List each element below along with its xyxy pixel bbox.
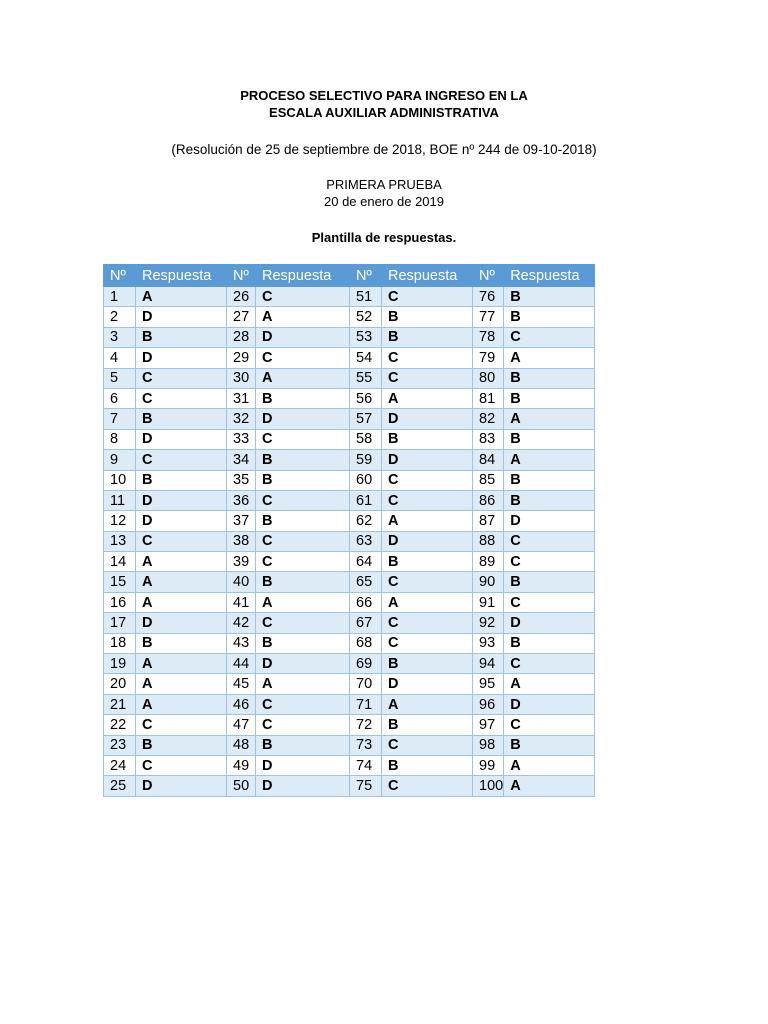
question-number-cell: 97 (473, 715, 504, 735)
question-number-cell: 13 (104, 531, 136, 551)
answer-cell: A (136, 674, 227, 694)
answer-cell: C (256, 552, 350, 572)
question-number-cell: 76 (473, 287, 504, 307)
answer-cell: D (136, 348, 227, 368)
answer-cell: C (256, 531, 350, 551)
column-header: Nº (473, 265, 504, 287)
question-number-cell: 55 (350, 368, 382, 388)
column-header: Nº (104, 265, 136, 287)
question-number-cell: 99 (473, 755, 504, 775)
question-number-cell: 28 (227, 327, 256, 347)
answer-cell: C (256, 490, 350, 510)
question-number-cell: 52 (350, 307, 382, 327)
table-row (104, 287, 595, 307)
answer-table (103, 264, 595, 797)
answer-cell: C (136, 368, 227, 388)
question-number-cell: 59 (350, 450, 382, 470)
table-row (104, 327, 595, 347)
answer-cell: B (504, 735, 595, 755)
question-number-cell: 88 (473, 531, 504, 551)
question-number-cell: 58 (350, 429, 382, 449)
question-number-cell: 73 (350, 735, 382, 755)
question-number-cell: 81 (473, 388, 504, 408)
question-number-cell: 24 (104, 755, 136, 775)
question-number-cell: 17 (104, 613, 136, 633)
table-row (104, 429, 595, 449)
document-title (0, 87, 768, 121)
answer-cell: B (504, 572, 595, 592)
table-row (104, 450, 595, 470)
answer-cell: C (504, 552, 595, 572)
answer-key-heading (0, 229, 768, 246)
question-number-cell: 48 (227, 735, 256, 755)
table-row (104, 694, 595, 714)
answer-cell: C (382, 572, 473, 592)
answer-cell: B (504, 633, 595, 653)
answer-cell: A (382, 511, 473, 531)
question-number-cell: 80 (473, 368, 504, 388)
question-number-cell: 7 (104, 409, 136, 429)
answer-cell: D (136, 613, 227, 633)
question-number-cell: 85 (473, 470, 504, 490)
answer-cell: B (136, 735, 227, 755)
question-number-cell: 74 (350, 755, 382, 775)
table-row (104, 592, 595, 612)
column-header: Respuesta (504, 265, 595, 287)
answer-cell: A (256, 674, 350, 694)
question-number-cell: 8 (104, 429, 136, 449)
question-number-cell: 32 (227, 409, 256, 429)
answer-cell: D (256, 327, 350, 347)
question-number-cell: 45 (227, 674, 256, 694)
answer-cell: B (136, 633, 227, 653)
answer-cell: D (504, 613, 595, 633)
table-row (104, 654, 595, 674)
question-number-cell: 30 (227, 368, 256, 388)
answer-cell: B (382, 755, 473, 775)
question-number-cell: 20 (104, 674, 136, 694)
question-number-cell: 37 (227, 511, 256, 531)
question-number-cell: 90 (473, 572, 504, 592)
question-number-cell: 71 (350, 694, 382, 714)
answer-cell: C (136, 755, 227, 775)
answer-cell: C (382, 470, 473, 490)
question-number-cell: 64 (350, 552, 382, 572)
answer-cell: A (382, 694, 473, 714)
answer-cell: C (256, 715, 350, 735)
answer-cell: D (504, 694, 595, 714)
question-number-cell: 60 (350, 470, 382, 490)
question-number-cell: 9 (104, 450, 136, 470)
question-number-cell: 92 (473, 613, 504, 633)
question-number-cell: 84 (473, 450, 504, 470)
answer-cell: A (256, 592, 350, 612)
question-number-cell: 94 (473, 654, 504, 674)
answer-cell: A (504, 776, 595, 796)
column-header: Respuesta (382, 265, 473, 287)
question-number-cell: 78 (473, 327, 504, 347)
answer-cell: C (256, 429, 350, 449)
answer-cell: C (382, 735, 473, 755)
answer-cell: D (256, 409, 350, 429)
question-number-cell: 5 (104, 368, 136, 388)
table-row (104, 470, 595, 490)
question-number-cell: 2 (104, 307, 136, 327)
answer-cell: D (136, 776, 227, 796)
answer-cell: B (504, 287, 595, 307)
answer-cell: A (136, 694, 227, 714)
answer-cell: B (382, 552, 473, 572)
answer-cell: A (136, 654, 227, 674)
question-number-cell: 47 (227, 715, 256, 735)
answer-cell: C (136, 715, 227, 735)
answer-table-body (104, 287, 595, 797)
question-number-cell: 87 (473, 511, 504, 531)
answer-cell: C (256, 287, 350, 307)
answer-cell: D (382, 409, 473, 429)
answer-cell: A (504, 450, 595, 470)
answer-key-label: Plantilla de respuestas. (311, 230, 457, 245)
answer-cell: C (136, 531, 227, 551)
answer-cell: D (136, 490, 227, 510)
question-number-cell: 14 (104, 552, 136, 572)
answer-cell: C (504, 654, 595, 674)
exam-date: 20 de enero de 2019 (324, 194, 444, 209)
question-number-cell: 69 (350, 654, 382, 674)
answer-cell: B (256, 470, 350, 490)
question-number-cell: 67 (350, 613, 382, 633)
answer-cell: B (136, 327, 227, 347)
answer-cell: A (136, 592, 227, 612)
answer-cell: B (504, 368, 595, 388)
answer-cell: C (256, 613, 350, 633)
table-row (104, 633, 595, 653)
table-row (104, 409, 595, 429)
question-number-cell: 62 (350, 511, 382, 531)
answer-cell: A (256, 368, 350, 388)
question-number-cell: 42 (227, 613, 256, 633)
table-header-row (104, 265, 595, 287)
table-row (104, 674, 595, 694)
answer-cell: C (382, 776, 473, 796)
question-number-cell: 49 (227, 755, 256, 775)
question-number-cell: 18 (104, 633, 136, 653)
answer-cell: A (136, 552, 227, 572)
answer-cell: A (504, 409, 595, 429)
table-row (104, 348, 595, 368)
answer-cell: C (504, 592, 595, 612)
table-row (104, 776, 595, 796)
question-number-cell: 15 (104, 572, 136, 592)
answer-cell: B (136, 470, 227, 490)
question-number-cell: 41 (227, 592, 256, 612)
answer-cell: D (136, 307, 227, 327)
table-row (104, 715, 595, 735)
answer-cell: C (382, 613, 473, 633)
answer-cell: B (382, 654, 473, 674)
answer-cell: B (256, 572, 350, 592)
question-number-cell: 33 (227, 429, 256, 449)
question-number-cell: 19 (104, 654, 136, 674)
answer-cell: D (382, 674, 473, 694)
answer-cell: B (382, 715, 473, 735)
question-number-cell: 29 (227, 348, 256, 368)
question-number-cell: 31 (227, 388, 256, 408)
answer-cell: A (136, 572, 227, 592)
table-row (104, 307, 595, 327)
question-number-cell: 86 (473, 490, 504, 510)
table-row (104, 552, 595, 572)
answer-cell: B (256, 511, 350, 531)
answer-cell: A (136, 287, 227, 307)
resolution-text: (Resolución de 25 de septiembre de 2018, BOE nº 244 de 09-10-2018) (171, 142, 597, 157)
question-number-cell: 23 (104, 735, 136, 755)
answer-cell: A (504, 348, 595, 368)
question-number-cell: 93 (473, 633, 504, 653)
question-number-cell: 1 (104, 287, 136, 307)
answer-cell: A (504, 674, 595, 694)
answer-cell: D (136, 511, 227, 531)
question-number-cell: 10 (104, 470, 136, 490)
resolution-reference (0, 141, 768, 158)
question-number-cell: 61 (350, 490, 382, 510)
answer-cell: B (504, 490, 595, 510)
answer-cell: C (382, 287, 473, 307)
question-number-cell: 22 (104, 715, 136, 735)
question-number-cell: 16 (104, 592, 136, 612)
table-row (104, 735, 595, 755)
question-number-cell: 12 (104, 511, 136, 531)
question-number-cell: 89 (473, 552, 504, 572)
question-number-cell: 26 (227, 287, 256, 307)
question-number-cell: 72 (350, 715, 382, 735)
question-number-cell: 39 (227, 552, 256, 572)
answer-cell: C (136, 450, 227, 470)
answer-cell: A (504, 755, 595, 775)
answer-cell: C (382, 490, 473, 510)
question-number-cell: 95 (473, 674, 504, 694)
answer-cell: A (382, 388, 473, 408)
table-row (104, 531, 595, 551)
question-number-cell: 63 (350, 531, 382, 551)
answer-cell: B (382, 327, 473, 347)
table-row (104, 490, 595, 510)
column-header: Nº (227, 265, 256, 287)
title-line-2: ESCALA AUXILIAR ADMINISTRATIVA (269, 105, 499, 120)
exam-name: PRIMERA PRUEBA (326, 177, 442, 192)
table-row (104, 613, 595, 633)
question-number-cell: 43 (227, 633, 256, 653)
question-number-cell: 34 (227, 450, 256, 470)
question-number-cell: 6 (104, 388, 136, 408)
answer-cell: B (256, 633, 350, 653)
table-row (104, 572, 595, 592)
answer-cell: D (256, 776, 350, 796)
question-number-cell: 50 (227, 776, 256, 796)
question-number-cell: 79 (473, 348, 504, 368)
exam-info (0, 176, 768, 210)
question-number-cell: 100 (473, 776, 504, 796)
question-number-cell: 66 (350, 592, 382, 612)
answer-cell: B (504, 388, 595, 408)
answer-cell: B (382, 307, 473, 327)
answer-cell: B (256, 735, 350, 755)
question-number-cell: 65 (350, 572, 382, 592)
answer-cell: B (256, 388, 350, 408)
title-line-1: PROCESO SELECTIVO PARA INGRESO EN LA (240, 88, 528, 103)
answer-cell: C (504, 327, 595, 347)
question-number-cell: 11 (104, 490, 136, 510)
answer-cell: C (382, 368, 473, 388)
table-row (104, 388, 595, 408)
answer-cell: B (136, 409, 227, 429)
question-number-cell: 3 (104, 327, 136, 347)
question-number-cell: 44 (227, 654, 256, 674)
question-number-cell: 25 (104, 776, 136, 796)
column-header: Respuesta (136, 265, 227, 287)
question-number-cell: 21 (104, 694, 136, 714)
column-header: Nº (350, 265, 382, 287)
question-number-cell: 53 (350, 327, 382, 347)
answer-cell: B (504, 307, 595, 327)
answer-cell: C (504, 715, 595, 735)
question-number-cell: 83 (473, 429, 504, 449)
question-number-cell: 46 (227, 694, 256, 714)
answer-cell: A (382, 592, 473, 612)
question-number-cell: 98 (473, 735, 504, 755)
answer-cell: D (256, 654, 350, 674)
question-number-cell: 75 (350, 776, 382, 796)
answer-cell: C (382, 633, 473, 653)
answer-cell: A (256, 307, 350, 327)
question-number-cell: 56 (350, 388, 382, 408)
answer-cell: B (504, 429, 595, 449)
question-number-cell: 57 (350, 409, 382, 429)
table-row (104, 368, 595, 388)
column-header: Respuesta (256, 265, 350, 287)
question-number-cell: 82 (473, 409, 504, 429)
answer-cell: D (504, 511, 595, 531)
answer-cell: C (136, 388, 227, 408)
question-number-cell: 77 (473, 307, 504, 327)
answer-cell: D (382, 450, 473, 470)
table-row (104, 755, 595, 775)
question-number-cell: 68 (350, 633, 382, 653)
answer-cell: D (382, 531, 473, 551)
question-number-cell: 51 (350, 287, 382, 307)
answer-cell: C (504, 531, 595, 551)
question-number-cell: 40 (227, 572, 256, 592)
answer-cell: C (256, 694, 350, 714)
question-number-cell: 70 (350, 674, 382, 694)
question-number-cell: 38 (227, 531, 256, 551)
answer-cell: C (256, 348, 350, 368)
question-number-cell: 96 (473, 694, 504, 714)
question-number-cell: 4 (104, 348, 136, 368)
question-number-cell: 36 (227, 490, 256, 510)
answer-cell: B (256, 450, 350, 470)
table-row (104, 511, 595, 531)
answer-cell: B (382, 429, 473, 449)
question-number-cell: 54 (350, 348, 382, 368)
answer-cell: B (504, 470, 595, 490)
answer-cell: D (256, 755, 350, 775)
answer-cell: C (382, 348, 473, 368)
question-number-cell: 27 (227, 307, 256, 327)
answer-cell: D (136, 429, 227, 449)
question-number-cell: 35 (227, 470, 256, 490)
question-number-cell: 91 (473, 592, 504, 612)
